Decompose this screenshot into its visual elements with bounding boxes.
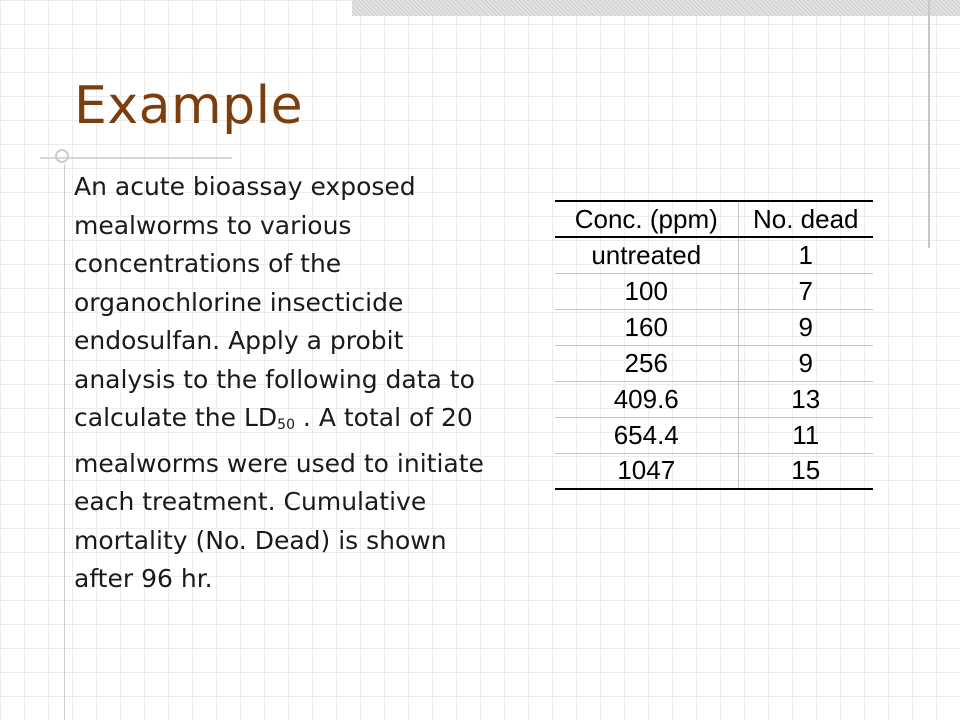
cell-concentration: 1047 [555, 453, 738, 489]
cell-no-dead: 7 [738, 273, 873, 309]
slide-body-text [74, 168, 494, 599]
ld-subscript: 50 [277, 417, 295, 433]
table-row [555, 417, 873, 453]
table-row [555, 273, 873, 309]
table-row [555, 237, 873, 273]
table-row [555, 345, 873, 381]
cell-no-dead: 9 [738, 345, 873, 381]
table-row [555, 453, 873, 489]
header-no-dead: No. dead [738, 201, 873, 237]
cell-no-dead: 15 [738, 453, 873, 489]
cell-concentration: 160 [555, 309, 738, 345]
table-row [555, 381, 873, 417]
cell-concentration: untreated [591, 239, 702, 270]
table-row [555, 309, 873, 345]
top-decorative-band [352, 0, 960, 16]
cell-no-dead: 13 [738, 381, 873, 417]
cell-concentration: 409.6 [555, 381, 738, 417]
cell-concentration: 654.4 [555, 417, 738, 453]
slide-title: Example [74, 76, 304, 136]
bullet-circle-icon [55, 149, 69, 163]
body-text-part1: An acute bioassay exposed mealworms to various concentrations of the organochlorine insecticide endosulfan. Apply a probit analysis to the following data to calculate the LD [74, 172, 475, 432]
table-header-row [555, 201, 873, 237]
cell-concentration: 100 [555, 273, 738, 309]
data-table [555, 200, 873, 490]
header-concentration: Conc. (ppm) [555, 201, 738, 237]
right-decorative-line [928, 0, 930, 248]
cell-concentration: 256 [555, 345, 738, 381]
cell-no-dead: 11 [738, 417, 873, 453]
left-decorative-line [64, 164, 65, 720]
cell-no-dead: 9 [738, 309, 873, 345]
body-text-part2: . A total of 20 mealworms were used to initiate each treatment. Cumulative mortality (No. Dead) is shown after 96 hr. [74, 403, 484, 593]
cell-no-dead: 1 [738, 237, 873, 273]
